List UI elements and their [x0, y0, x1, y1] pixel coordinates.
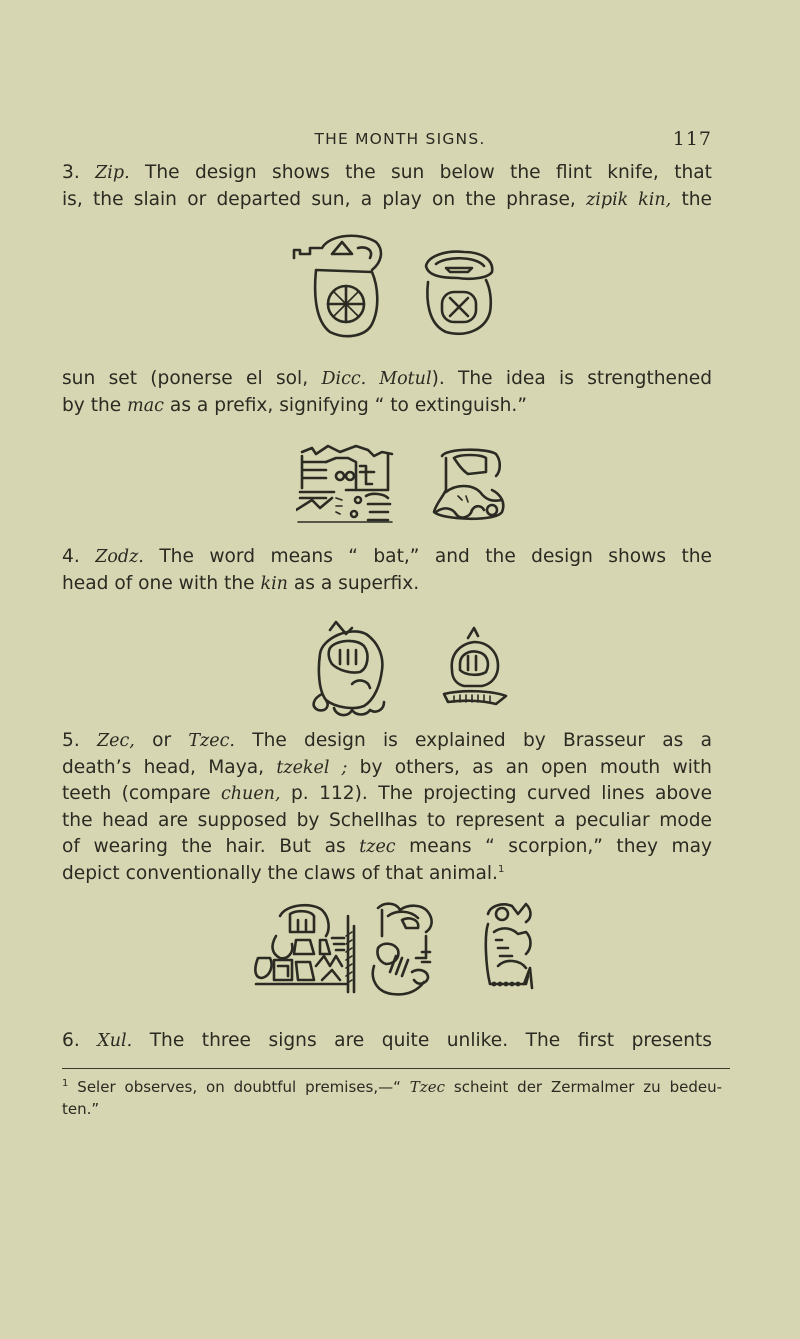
zip-glyph-2-icon	[426, 252, 492, 334]
text-line: 3. Zip. The design shows the sun below the flint knife, that	[62, 162, 712, 183]
section-name: Xul.	[97, 1031, 133, 1051]
text-line: teeth (compare chuen, p. 112). The projecting curved lines above	[62, 783, 713, 804]
zodz-glyph-1-icon	[314, 622, 384, 715]
text-line: death’s head, Maya, tzekel ; by others, as an open mouth with	[62, 756, 712, 778]
text-line: by the mac as a prefix, signifying “ to extinguish.”	[62, 394, 527, 416]
footnote-reference[interactable]: 1	[497, 863, 505, 875]
section-name: Zodz.	[95, 547, 144, 567]
footnote-line: $^1$ Seler observes, on doubtful premises,—“ Tzec scheint der Zermalmer zu bedeu-	[62, 1078, 723, 1096]
section-alt-name: Tzec.	[188, 731, 235, 751]
zec-glyph-1-icon	[255, 905, 346, 984]
mac-glyph-2-icon	[434, 450, 503, 519]
zodz-glyph-figure	[300, 614, 520, 724]
maya-term: mac	[127, 395, 164, 416]
text-line: sun set (ponerse el sol, Dicc. Motul). The idea is strengthened	[62, 368, 712, 389]
section-number: 3.	[62, 162, 80, 183]
maya-term: tzekel ;	[276, 757, 348, 778]
mac-glyphs	[296, 442, 516, 532]
maya-term: Tzec	[409, 1078, 445, 1096]
paragraph-zip-intro	[62, 160, 712, 213]
section-number: 5.	[62, 730, 80, 751]
text-line: head of one with the kin as a superfix.	[62, 572, 420, 594]
section-number: 6.	[62, 1030, 80, 1051]
text-line: 4. Zodz. The word means “ bat,” and the design shows the	[62, 546, 712, 567]
footnote-line: ten.”	[62, 1100, 100, 1118]
zodz-glyph-2-icon	[444, 628, 506, 704]
section-name: Zec,	[96, 731, 135, 751]
footnote	[62, 1076, 722, 1120]
maya-term: zipik kin,	[586, 189, 672, 210]
zip-glyph-1-icon	[294, 236, 381, 336]
zip-glyphs	[286, 220, 516, 354]
section-name: Zip.	[95, 163, 130, 183]
zec-glyphs	[250, 896, 570, 1006]
zec-glyph-2-icon	[346, 904, 432, 995]
zec-glyph-figure	[250, 896, 570, 1002]
text-line: 6. Xul. The three signs are quite unlike. The first presents	[62, 1030, 712, 1051]
zip-glyph-figure	[286, 220, 516, 350]
mac-glyph-figure	[296, 442, 516, 528]
footnote-divider	[62, 1068, 730, 1069]
zec-glyph-3-icon	[486, 904, 532, 988]
zodz-glyphs	[300, 614, 520, 728]
maya-term: kin	[260, 573, 288, 594]
paragraph-zodz	[62, 544, 712, 597]
page-header	[0, 128, 800, 152]
text-line: of wearing the hair. But as tzec means “ scorpion,” they may	[62, 836, 712, 857]
source-title: Dicc. Motul	[321, 369, 432, 389]
mac-glyph-1-icon	[296, 446, 392, 522]
page-number: 117	[672, 128, 712, 150]
text-line: 5. Zec, or Tzec. The design is explained by Brasseur as a	[62, 730, 712, 751]
section-number: 4.	[62, 546, 80, 567]
footnote-marker: 1	[62, 1078, 69, 1089]
maya-term: chuen,	[220, 784, 281, 804]
text-line: is, the slain or departed sun, a play on the phrase, zipik kin, the	[62, 188, 712, 210]
paragraph-xul	[62, 1028, 712, 1055]
running-title: THE MONTH SIGNS.	[314, 130, 486, 148]
paragraph-zec	[62, 728, 712, 887]
paragraph-zip-continued	[62, 366, 712, 419]
text-line: depict conventionally the claws of that animal.$^1$	[62, 862, 505, 884]
text-line: the head are supposed by Schellhas to represent a peculiar mode	[62, 809, 712, 831]
maya-term: tzec	[359, 837, 396, 857]
